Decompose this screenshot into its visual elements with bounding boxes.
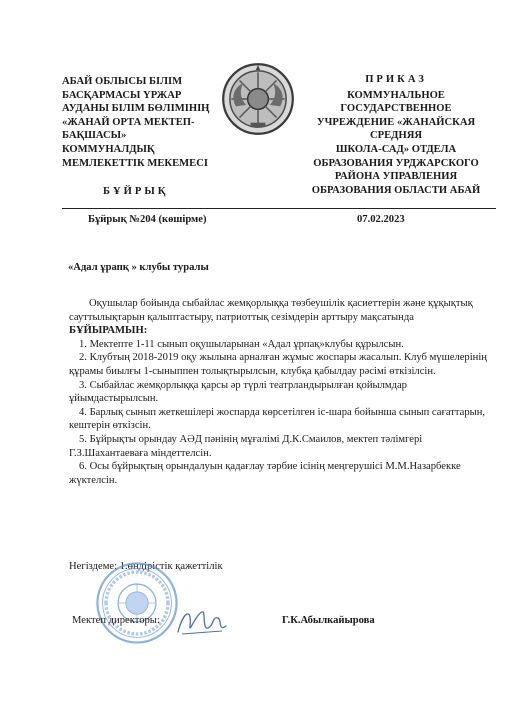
order-subject: «Адал ұрапқ » клубы туралы — [68, 262, 209, 273]
order-point: 1. Мектепте 1-11 сынып оқушыларынан «Адал ұрпақ»клубы құрылсын. — [79, 338, 404, 350]
round-stamp-icon — [94, 560, 180, 646]
order-basis: Негіздеме: 1.өндірістік қажеттілік — [69, 561, 223, 572]
header-right-line: ГОСУДАРСТВЕННОЕ — [340, 103, 452, 115]
header-right-line: РАЙОНА УПРАВЛЕНИЯ — [334, 171, 458, 183]
order-point: 3. Сыбайлас жемқорлыққа қарсы әр түрлі театрландырылған қойылмдар ұйымдастырылсын. — [69, 379, 407, 405]
header-right-line: ОБРАЗОВАНИЯ УРДЖАРСКОГО — [313, 157, 479, 169]
signer-name: Г.К.Абылкайырова — [282, 615, 375, 626]
order-number: Бұйрық №204 (көшірме) — [88, 214, 207, 225]
doc-type-russian: ПРИКАЗ — [365, 74, 427, 85]
header-left-line: МЕМЛЕКЕТТІК МЕКЕМЕСІ — [62, 157, 209, 169]
header-russian-org — [296, 73, 496, 197]
doc-type-kazakh: БҰЙРЫҚ — [103, 186, 169, 197]
header-right-line: КОММУНАЛЬНОЕ — [347, 89, 445, 101]
header-right-line: ОБРАЗОВАНИЯ ОБЛАСТИ АБАЙ — [311, 184, 481, 196]
header-right-line: ШКОЛА-САД» ОТДЕЛА — [335, 143, 457, 155]
order-point: 2. Клубтың 2018-2019 оқу жылына арналған жұмыс жоспары жасалып. Клуб мүшелерінің құрамы биылғы 1-сыныппен толықтырылсын, клубқа қабылдау рәсімі өткізілсін. — [69, 352, 487, 377]
header-left-line: КОММУНАЛДЫҚ — [62, 143, 155, 155]
intro-command: БҰЙЫРАМЫН: — [69, 325, 148, 337]
intro-text: Оқушылар бойында сыбайлас жемқорлыққа төзбеушілік қасиеттерін жәнe құқықтық сауттылықтарын қалыптастыру, патриоттық сезімдерін арттыру мақсатында — [69, 298, 473, 323]
intro-paragraph — [69, 297, 489, 338]
header-left-line: АУДАНЫ БІЛІМ БӨЛІМІНІҢ — [62, 103, 210, 115]
header-right-line: СРЕДНЯЯ — [369, 130, 423, 142]
order-body — [69, 297, 489, 487]
signer-title: Мектеп директоры: — [72, 615, 160, 626]
header-kazakh-org — [62, 75, 222, 170]
signature-icon — [172, 604, 232, 640]
state-emblem-icon — [221, 62, 295, 136]
header-left-line: «ЖАНАЙ ОРТА МЕКТЕП- — [62, 116, 195, 128]
order-point: 5. Бұйрықты орындау АӘД пәнінің мұғалімі Д.К.Смаилов, мектеп тәлімгері Г.З.Шахантаеваға міндеттелсін. — [69, 433, 423, 459]
order-point: 6. Осы бұйрықтың орындалуын қадағлау тәрбие ісінің меңгерушісі М.М.Назарбекке жүктелсін. — [69, 461, 461, 486]
order-date: 07.02.2023 — [357, 214, 405, 225]
header-right-line: УЧРЕЖДЕНИЕ «ЖАНАЙСКАЯ — [316, 116, 476, 128]
order-point: 4. Барлық сынып жеткешілері жоспарда көрсетілген іс-шара бойынша сынып сағаттарын, кештерін өткізсін. — [69, 406, 486, 432]
header-left-line: АБАЙ ОБЛЫСЫ БІЛІМ — [62, 76, 183, 87]
header-left-line: БАҚШАСЫ» — [62, 130, 127, 142]
header-divider — [62, 208, 496, 209]
header-left-line: БАСҚАРМАСЫ ҮРЖАР — [62, 89, 182, 101]
